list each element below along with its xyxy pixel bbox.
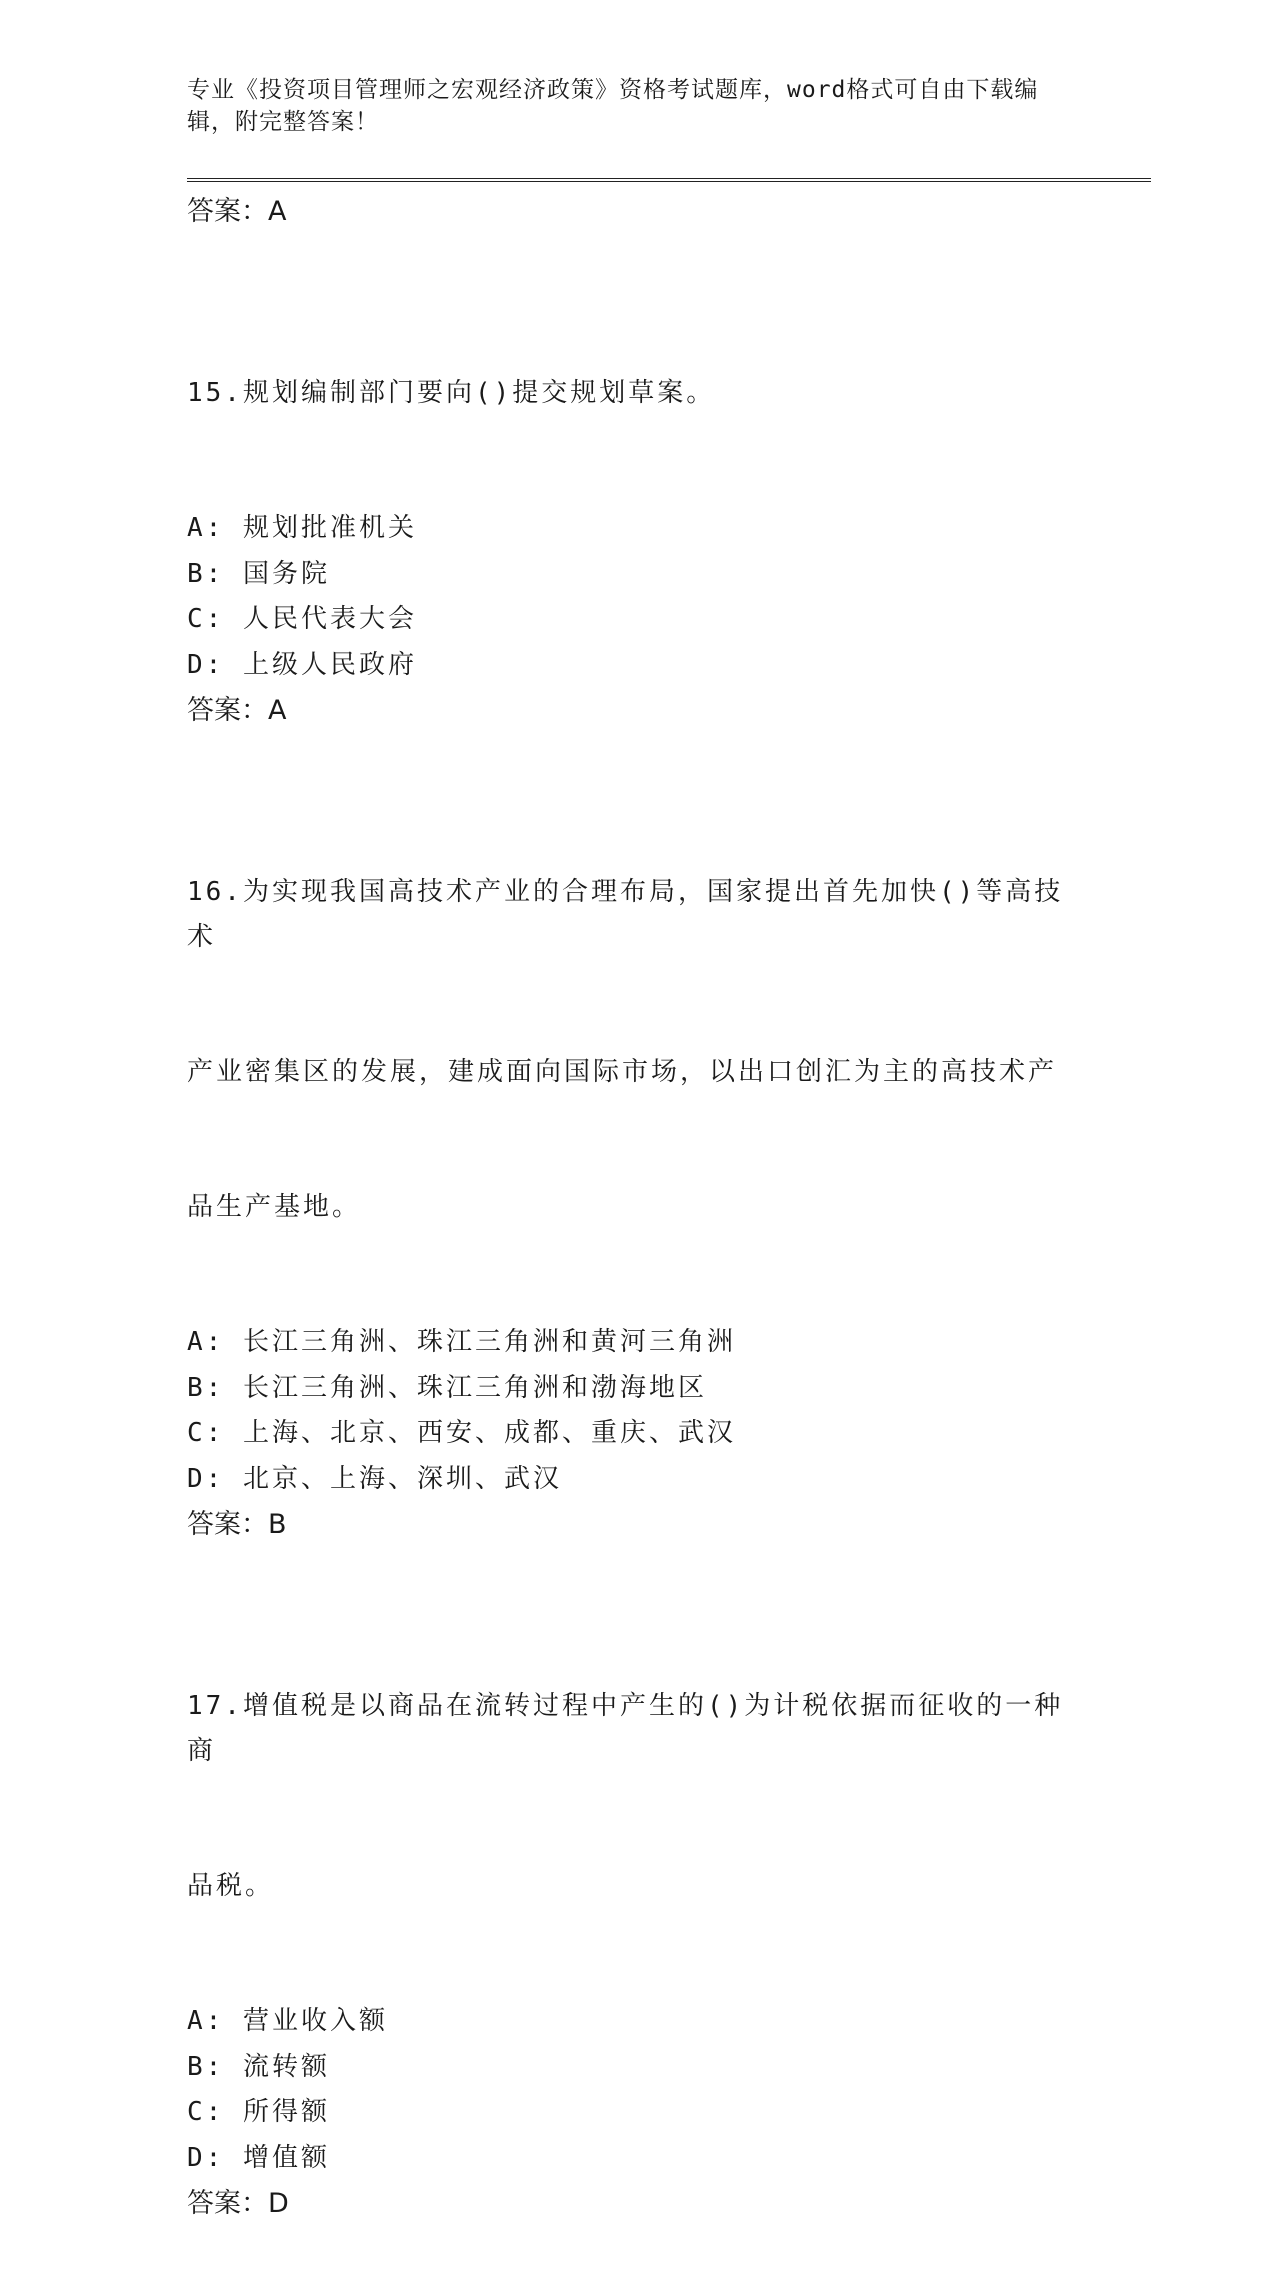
option-c: C: 所得额 <box>187 2097 330 2127</box>
question-stem <box>187 780 1087 1320</box>
option-a: A: 规划批准机关 <box>187 513 417 543</box>
option-d: D: 北京、上海、深圳、武汉 <box>187 1463 562 1494</box>
page-header <box>187 74 1067 138</box>
question-stem-line: 品生产基地。 <box>187 1192 362 1222</box>
question-stem-line: 16.为实现我国高技术产业的合理布局，国家提出首先加快()等高技术 <box>187 877 1064 952</box>
question-16 <box>187 780 1087 1547</box>
question-stem-line: 17.增值税是以商品在流转过程中产生的()为计税依据而征收的一种商 <box>187 1691 1064 1766</box>
answer: 答案：D <box>187 2188 289 2219</box>
answer: 答案：A <box>187 695 287 726</box>
header-divider <box>187 178 1151 182</box>
question-stem <box>187 1594 1087 1999</box>
question-list <box>187 281 1087 2273</box>
header-text-line-2: 辑，附完整答案！ <box>187 109 379 135</box>
option-b: B: 国务院 <box>187 558 330 589</box>
header-text-line-1: 专业《投资项目管理师之宏观经济政策》资格考试题库，word格式可自由下载编 <box>187 77 1039 103</box>
question-17 <box>187 1594 1087 2226</box>
question-stem-line: 产业密集区的发展，建成面向国际市场，以出口创汇为主的高技术产 <box>187 1057 1058 1087</box>
question-stem <box>187 281 1087 506</box>
option-d: D: 上级人民政府 <box>187 649 417 680</box>
option-a: A: 营业收入额 <box>187 2006 388 2036</box>
option-c: C: 人民代表大会 <box>187 604 417 634</box>
question-stem-line: 品税。 <box>187 1871 275 1901</box>
option-b: B: 流转额 <box>187 2051 330 2082</box>
question-15 <box>187 281 1087 733</box>
answer: 答案：B <box>187 1509 287 1540</box>
option-c: C: 上海、北京、西安、成都、重庆、武汉 <box>187 1418 736 1448</box>
previous-answer: 答案：A <box>187 196 287 227</box>
option-a: A: 长江三角洲、珠江三角洲和黄河三角洲 <box>187 1327 736 1357</box>
question-stem-line: 15.规划编制部门要向()提交规划草案。 <box>187 378 716 408</box>
option-b: B: 长江三角洲、珠江三角洲和渤海地区 <box>187 1372 707 1403</box>
option-d: D: 增值额 <box>187 2142 330 2173</box>
